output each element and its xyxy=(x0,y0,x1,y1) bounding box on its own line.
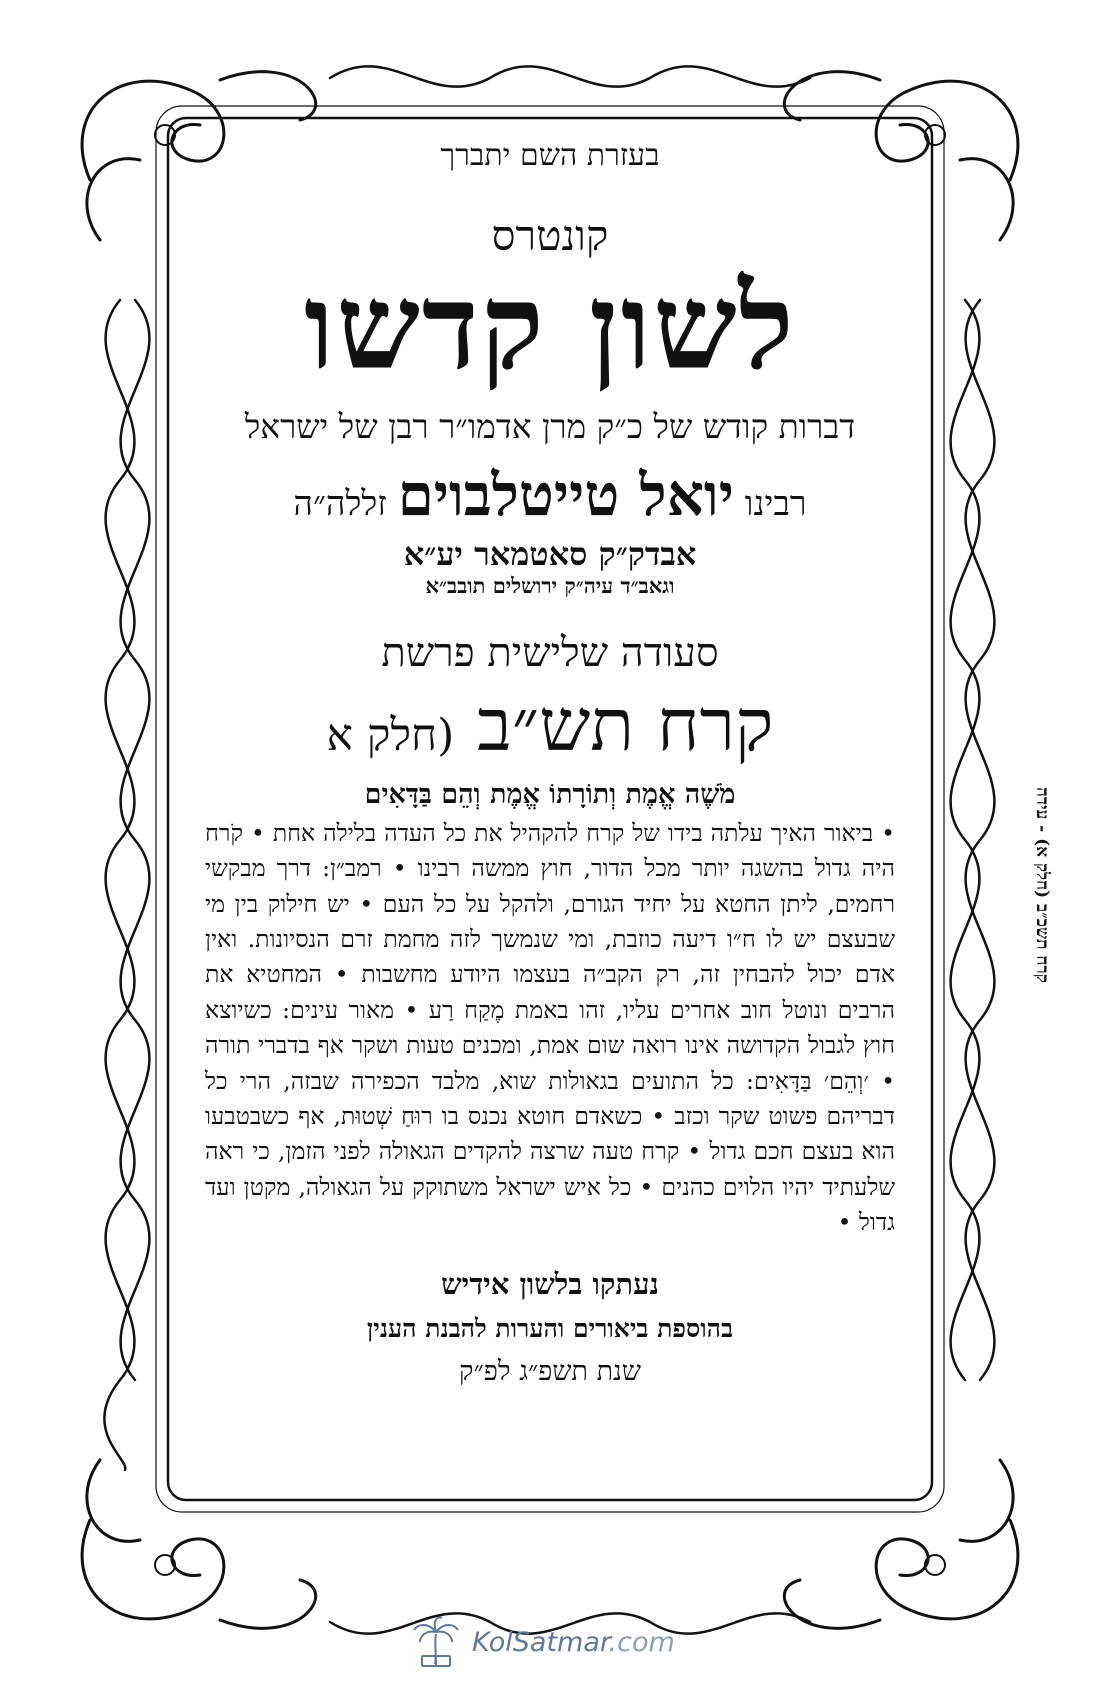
kuntres-label: קונטרס xyxy=(491,211,609,260)
rabbi-name: יואל טייטלבוים xyxy=(397,460,734,529)
rabbi-suffix: זללה״ה xyxy=(293,483,387,524)
parsha-line xyxy=(205,684,895,767)
opening-heading: בעזרת השם יתברך xyxy=(440,138,660,173)
addition-note: בהוספת ביאורים והערות להבנת הענין xyxy=(366,1313,734,1343)
rabbi-line xyxy=(205,461,895,529)
site-name-main: KolSatmar xyxy=(472,1626,609,1658)
subtitle-words: דברות קודש של כ״ק מרן אדמו״ר רבן של ישראל xyxy=(244,406,856,446)
year-line: שנת תשפ״ג לפ״ק xyxy=(459,1355,641,1387)
main-title: לשון קדשו xyxy=(304,257,796,396)
seuda-line: סעודה שלישית פרשת xyxy=(381,629,719,676)
verse-line: מֹשֶׁה אֱמֶת וְתוֹרָתוֹ אֱמֶת וְהֵם בַּדָּאִים xyxy=(364,778,736,810)
gaavad-line: וגאב״ד עיה״ק ירושלים תובב״א xyxy=(425,572,675,598)
parsha-part: (חלק א xyxy=(326,709,455,761)
site-name[interactable] xyxy=(472,1627,675,1658)
avdak-line: אבדק״ק סאטמאר יע״א xyxy=(403,534,697,573)
rabbi-prefix: רבינו xyxy=(744,483,807,524)
palm-tree-book-icon xyxy=(410,1614,462,1670)
title-page-content xyxy=(205,138,895,1387)
yiddish-note: נעתקו בלשון אידיש xyxy=(441,1266,659,1301)
side-caption: קרח תשכ״ב (חלק א) - עידה xyxy=(1032,787,1052,983)
site-footer xyxy=(410,1612,710,1672)
site-name-suffix: .com xyxy=(608,1626,675,1658)
summary-paragraph: • ביאור האיך עלתה בידו של קרח להקהיל את כל העדה בלילה אחת • קֹרח היה גדול בהשגה יותר מכל הדור, חוץ ממשה רבינו • רמב״ן: דרך מבקשי רחמים, ליתן החטא על יחיד הגורם, ולהקל על כל העם • יש חילוק בין מי שבעצם יש לו ח״ו דיעה כוזבת, ומי שנמשך לזה מחמת זרם הנסיונות. ואין אדם יכול להבחין זה, רק הקב״ה בעצמו היודע מחשבות • המחטיא את הרבים ונוטל חוב אחרים עליו, זהו באמת מֶקַח רַע • מאור עינים: כשיוצא חוץ לגבול הקדושה אינו רואה שום אמת, ומכנים טעות ושקר אף בדברי תורה • ׳וְהֵם׳ בַּדָּאִים: כל התועים בגאולות שוא, מלבד הכפירה שבזה, הרי כל דבריהם פשוט שקר וכזב • כשאדם חוטא נכנס בו רוּחַ שְׁטוּת, אף כשבטבעו הוא בעצם חכם גדול • קרח טעה שרצה להקדים הגאולה לפני הזמן, כי ראה שלעתיד יהיו הלוים כהנים • כל איש ישראל משתוקק על הגאולה, מקטן ועד גדול • xyxy=(205,818,895,1237)
parsha-name: קרח תש״ב xyxy=(477,682,774,767)
